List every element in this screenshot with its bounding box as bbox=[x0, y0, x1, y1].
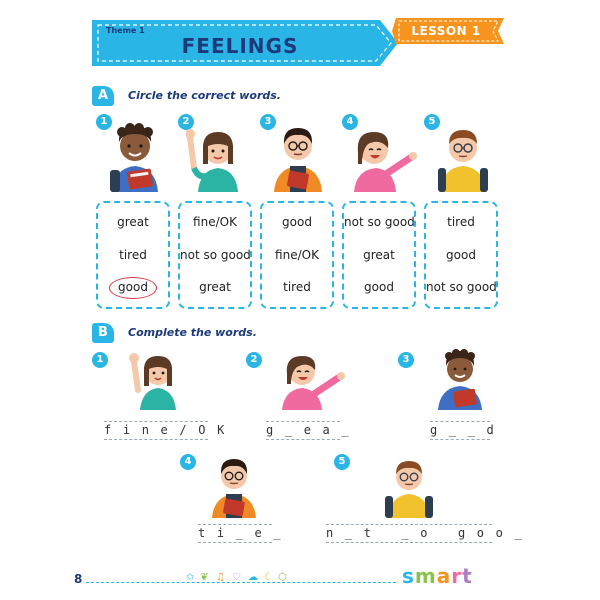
word-box-4 bbox=[342, 201, 416, 309]
word-option-circled[interactable]: good bbox=[118, 280, 148, 294]
item-number: 3 bbox=[398, 352, 414, 368]
page-title: FEELINGS bbox=[181, 34, 299, 58]
word-option[interactable]: not so good bbox=[344, 215, 415, 229]
heart-icon: ♡ bbox=[232, 572, 241, 583]
word-option[interactable]: good bbox=[282, 215, 312, 229]
item-number: 1 bbox=[92, 352, 108, 368]
word-option[interactable]: great bbox=[363, 248, 395, 262]
cloud-icon: ☁ bbox=[248, 572, 258, 583]
word-box-5 bbox=[424, 201, 498, 309]
word-box-2 bbox=[178, 201, 252, 309]
item-number: 5 bbox=[334, 454, 350, 470]
section-a-badge: A bbox=[92, 86, 114, 106]
word-option[interactable]: not so good bbox=[180, 248, 251, 262]
word-option[interactable]: fine/OK bbox=[193, 215, 237, 229]
footer-divider bbox=[86, 582, 396, 583]
girl-pointing-illustration bbox=[276, 350, 346, 410]
answer-line-5[interactable] bbox=[326, 526, 524, 546]
item-number: 4 bbox=[180, 454, 196, 470]
girl-waving-illustration bbox=[186, 124, 246, 192]
moon-icon: ☾ bbox=[264, 572, 273, 583]
boy-with-book-illustration bbox=[432, 346, 488, 410]
star-icon: ✩ bbox=[186, 572, 195, 583]
boy-with-backpack-illustration bbox=[434, 122, 492, 192]
item-number: 4 bbox=[342, 114, 358, 130]
section-b-badge: B bbox=[92, 323, 114, 343]
section-b-instruction: Complete the words. bbox=[128, 326, 257, 339]
word-option[interactable]: tired bbox=[119, 248, 147, 262]
boy-with-glasses-illustration bbox=[268, 120, 328, 192]
item-number: 5 bbox=[424, 114, 440, 130]
item-number: 1 bbox=[96, 114, 112, 130]
lesson-badge bbox=[392, 18, 504, 44]
word-box-3 bbox=[260, 201, 334, 309]
girl-pointing-illustration bbox=[346, 124, 418, 192]
answer-text: f i n e / O K bbox=[104, 423, 227, 437]
word-option[interactable]: tired bbox=[447, 215, 475, 229]
word-box-1 bbox=[96, 201, 170, 309]
brand-logo: smart bbox=[402, 564, 473, 588]
page-number: 8 bbox=[74, 572, 83, 586]
word-option[interactable]: not so good bbox=[426, 280, 497, 294]
leaf-icon: ❦ bbox=[200, 572, 209, 583]
boy-with-glasses-illustration bbox=[206, 452, 262, 518]
section-a-instruction: Circle the correct words. bbox=[128, 89, 281, 102]
answer-text: g _ e a _ bbox=[266, 423, 351, 437]
word-option[interactable]: good bbox=[446, 248, 476, 262]
lesson-label: LESSON 1 bbox=[411, 24, 481, 38]
word-option[interactable]: great bbox=[117, 215, 149, 229]
answer-text: t i _ e _ bbox=[198, 526, 283, 540]
word-option[interactable]: fine/OK bbox=[275, 248, 319, 262]
word-option[interactable]: great bbox=[199, 280, 231, 294]
item-number: 2 bbox=[246, 352, 262, 368]
hexagon-icon: ⬡ bbox=[278, 572, 287, 583]
answer-text: g _ _ d bbox=[430, 423, 496, 437]
girl-waving-illustration bbox=[128, 350, 184, 410]
answer-line-4[interactable] bbox=[198, 526, 283, 546]
answer-line-2[interactable] bbox=[266, 423, 351, 443]
answer-line-3[interactable] bbox=[430, 423, 496, 443]
theme-label: Theme 1 bbox=[106, 26, 145, 35]
boy-with-backpack-illustration bbox=[382, 454, 436, 518]
item-number: 3 bbox=[260, 114, 276, 130]
boy-with-book-illustration bbox=[104, 120, 166, 192]
music-note-icon: ♫ bbox=[216, 572, 225, 583]
answer-line-1[interactable] bbox=[104, 423, 227, 443]
item-number: 2 bbox=[178, 114, 194, 130]
word-option[interactable]: good bbox=[364, 280, 394, 294]
header-banner bbox=[90, 16, 402, 70]
word-option[interactable]: tired bbox=[283, 280, 311, 294]
answer-text: n _ t _ o g o o _ bbox=[326, 526, 524, 540]
